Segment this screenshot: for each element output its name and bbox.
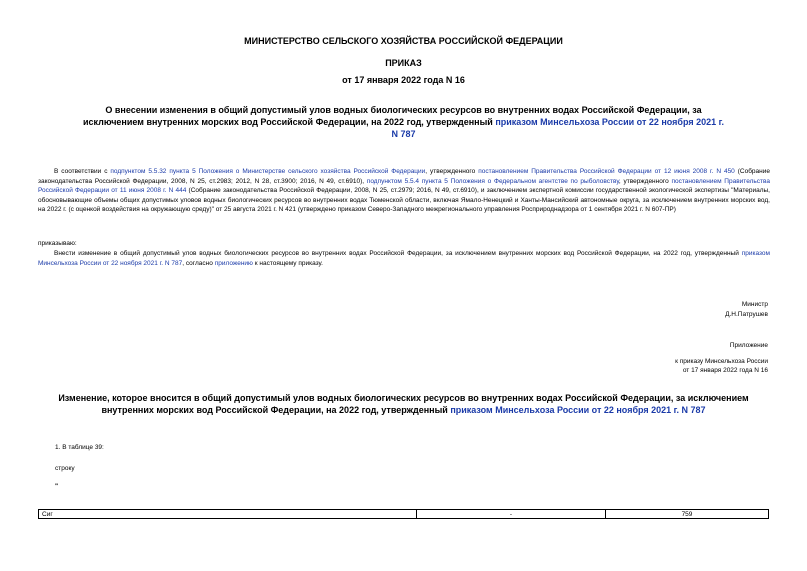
row-label: строку xyxy=(55,465,75,472)
signature-name: Д.Н.Патрушев xyxy=(725,310,768,318)
link-resolution-450[interactable]: постановлением Правительства Российской Федерации от 12 июня 2008 г. N 450 xyxy=(478,168,735,175)
appendix-label: Приложение xyxy=(729,342,768,349)
order-paragraph xyxy=(38,249,770,268)
document-type: ПРИКАЗ xyxy=(385,58,422,68)
preamble-text-c: (Собрание законодательства Российской Федерации, 2008, N 25, ст.2983; 2012, N 28, ст.3900; 2016, N 49, ст.6910), xyxy=(38,168,770,185)
document-title xyxy=(80,104,727,140)
preamble-text-d: , утвержденного xyxy=(618,177,672,185)
item-1: 1. В таблице 39: xyxy=(55,444,104,451)
signature-block xyxy=(725,300,768,319)
table-cell-species: Сиг xyxy=(39,510,417,519)
preamble-text-b: , утвержденного xyxy=(425,168,479,175)
link-resolution-444[interactable]: постановлением Правительства Российской Федерации от 11 июня 2008 г. N 444 xyxy=(38,177,770,195)
table-cell-dash: - xyxy=(417,510,606,519)
order-text-c: к настоящему приказу. xyxy=(252,259,323,267)
appendix-title xyxy=(55,392,752,416)
fish-quota-table xyxy=(38,509,769,519)
table-row xyxy=(39,510,769,519)
appendix-title-order-link[interactable]: приказом Минсельхоза России от 22 ноября 2021 г. N 787 xyxy=(450,405,706,415)
appendix-line3: от 17 января 2022 года N 16 xyxy=(682,367,768,374)
link-order-787[interactable]: приказом Минсельхоза России от 22 ноября 2021 г. N 787 xyxy=(38,250,770,267)
preamble-text-e: (Собрание законодательства Российской Федерации, 2008, N 25, ст.2979; 2016, N 49, ст.6910), и заключением экспертной комиссии государственной экологической экспертизы "Материалы, обосновывающие объемы общих допустимых уловов водных биологических ресурсов во внутренних водах Тюменской области, включая Ямало-Ненецкий и Ханты-Мансийский автономные округа, за исключением внутренних морских вод, на 2022 г. (с оценкой воздействия на окружающую среду)" от 25 августа 2021 г. N 421 (утверждено приказом Северо-Западного межрегионального управления Росприроднадзора от 1 сентября 2021 г. N 607-ПР) xyxy=(38,187,770,214)
link-appendix[interactable]: приложению xyxy=(214,259,253,267)
appendix-title-text: Изменение, которое вносится в общий допустимый улов водных биологических ресурсов во внутренних водах Российской Федерации, за исключением внутренних морских вод Российской Федерации, на 2022 год, утвержденный xyxy=(58,393,749,415)
table-cell-value: 759 xyxy=(606,510,769,519)
preamble-paragraph xyxy=(38,167,770,215)
title-order-link[interactable]: приказом Минсельхоза России от 22 ноября 2021 г. N 787 xyxy=(391,117,724,139)
order-text-b: , согласно xyxy=(182,259,215,267)
preamble-text-a: В соответствии с xyxy=(54,168,111,175)
order-text-a: Внести изменение в общий допустимый улов водных биологических ресурсов во внутренних водах Российской Федерации, за исключением внутренних морских вод Российской Федерации, на 2022 год, утвержденный xyxy=(54,250,742,257)
signature-position: Министр xyxy=(741,301,768,308)
appendix-line2: к приказу Минсельхоза России xyxy=(675,357,768,365)
ministry-header: МИНИСТЕРСТВО СЕЛЬСКОГО ХОЗЯЙСТВА РОССИЙСКОЙ ФЕДЕРАЦИИ xyxy=(244,36,563,46)
document-date-number: от 17 января 2022 года N 16 xyxy=(342,75,465,85)
link-subclause-5-5-32[interactable]: подпунктом 5.5.32 пункта 5 Положения о Министерстве сельского хозяйства Российской Федерации xyxy=(110,168,426,175)
quote-mark: " xyxy=(55,483,59,490)
order-word: приказываю: xyxy=(38,240,77,247)
document-title-text: О внесении изменения в общий допустимый улов водных биологических ресурсов во внутренних водах Российской Федерации, за исключением внутренних морских вод Российской Федерации, на 2022 год, утвержденный xyxy=(82,105,702,127)
appendix-block xyxy=(675,341,768,376)
link-subclause-5-5-4[interactable]: подпунктом 5.5.4 пункта 5 Положения о Федеральном агентстве по рыболовству xyxy=(366,177,619,185)
